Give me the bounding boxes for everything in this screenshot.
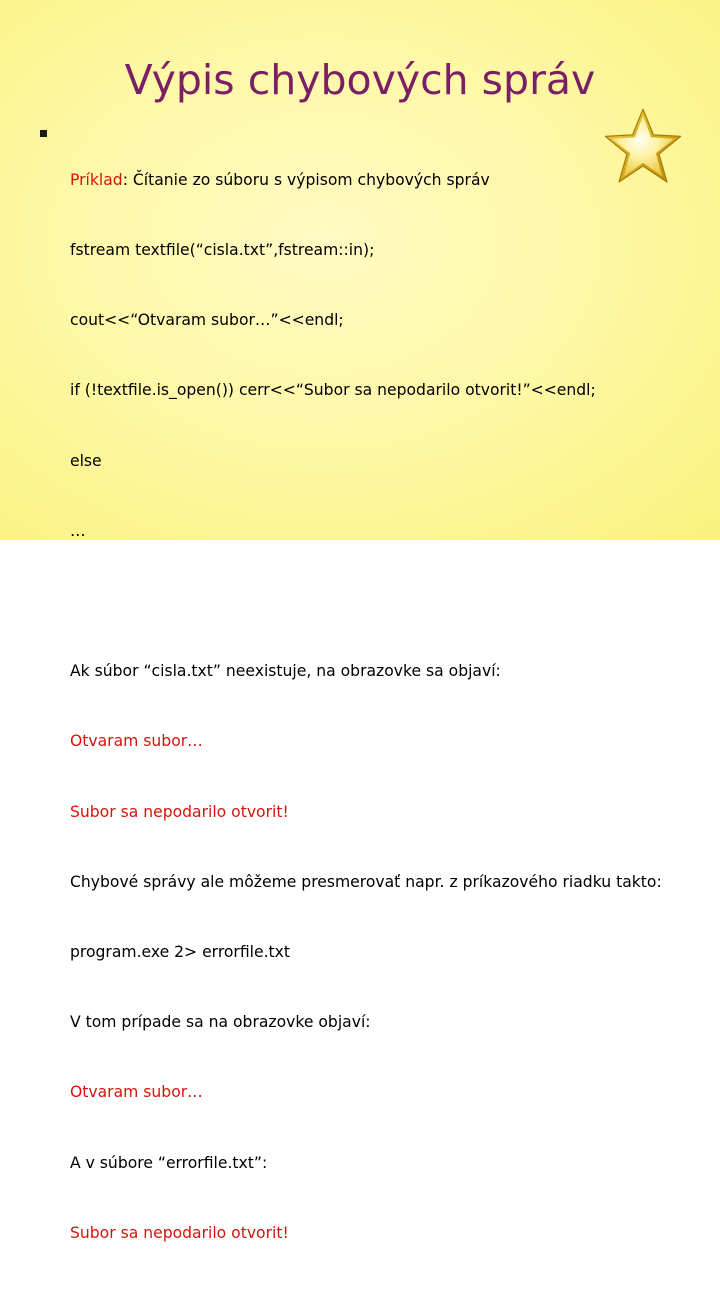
body-line-4: else — [70, 451, 102, 470]
body-line-12: V tom prípade sa na obrazovke objaví: — [70, 1013, 371, 1032]
body-line-0 — [70, 169, 690, 192]
body-line-13: Otvaram subor… — [70, 1083, 203, 1102]
body-line-11: program.exe 2> errorfile.txt — [70, 943, 290, 962]
square-bullet-icon — [40, 130, 47, 137]
body-line-1: fstream textfile(“cisla.txt”,fstream::in); — [70, 241, 375, 260]
body-line-3: if (!textfile.is_open()) cerr<<“Subor sa nepodarilo otvorit!”<<endl; — [70, 381, 596, 400]
gold-star-icon — [602, 106, 684, 186]
body-line-6 — [70, 590, 690, 613]
body-line-7: Ak súbor “cisla.txt” neexistuje, na obrazovke sa objaví: — [70, 662, 501, 681]
slide-title: Výpis chybových správ — [124, 56, 596, 104]
body-line-10: Chybové správy ale môžeme presmerovať napr. z príkazového riadku takto: — [70, 872, 662, 891]
body-line-5: … — [70, 521, 86, 540]
body-line-14: A v súbore “errorfile.txt”: — [70, 1153, 268, 1172]
slide-body — [70, 122, 690, 1292]
example-description: : Čítanie zo súboru s výpisom chybových správ — [122, 170, 490, 189]
body-line-15: Subor sa nepodarilo otvorit! — [70, 1223, 289, 1242]
example-label: Príklad — [70, 170, 123, 189]
body-line-2: cout<<“Otvaram subor…”<<endl; — [70, 311, 344, 330]
body-line-9: Subor sa nepodarilo otvorit! — [70, 802, 289, 821]
body-line-8: Otvaram subor… — [70, 732, 203, 751]
